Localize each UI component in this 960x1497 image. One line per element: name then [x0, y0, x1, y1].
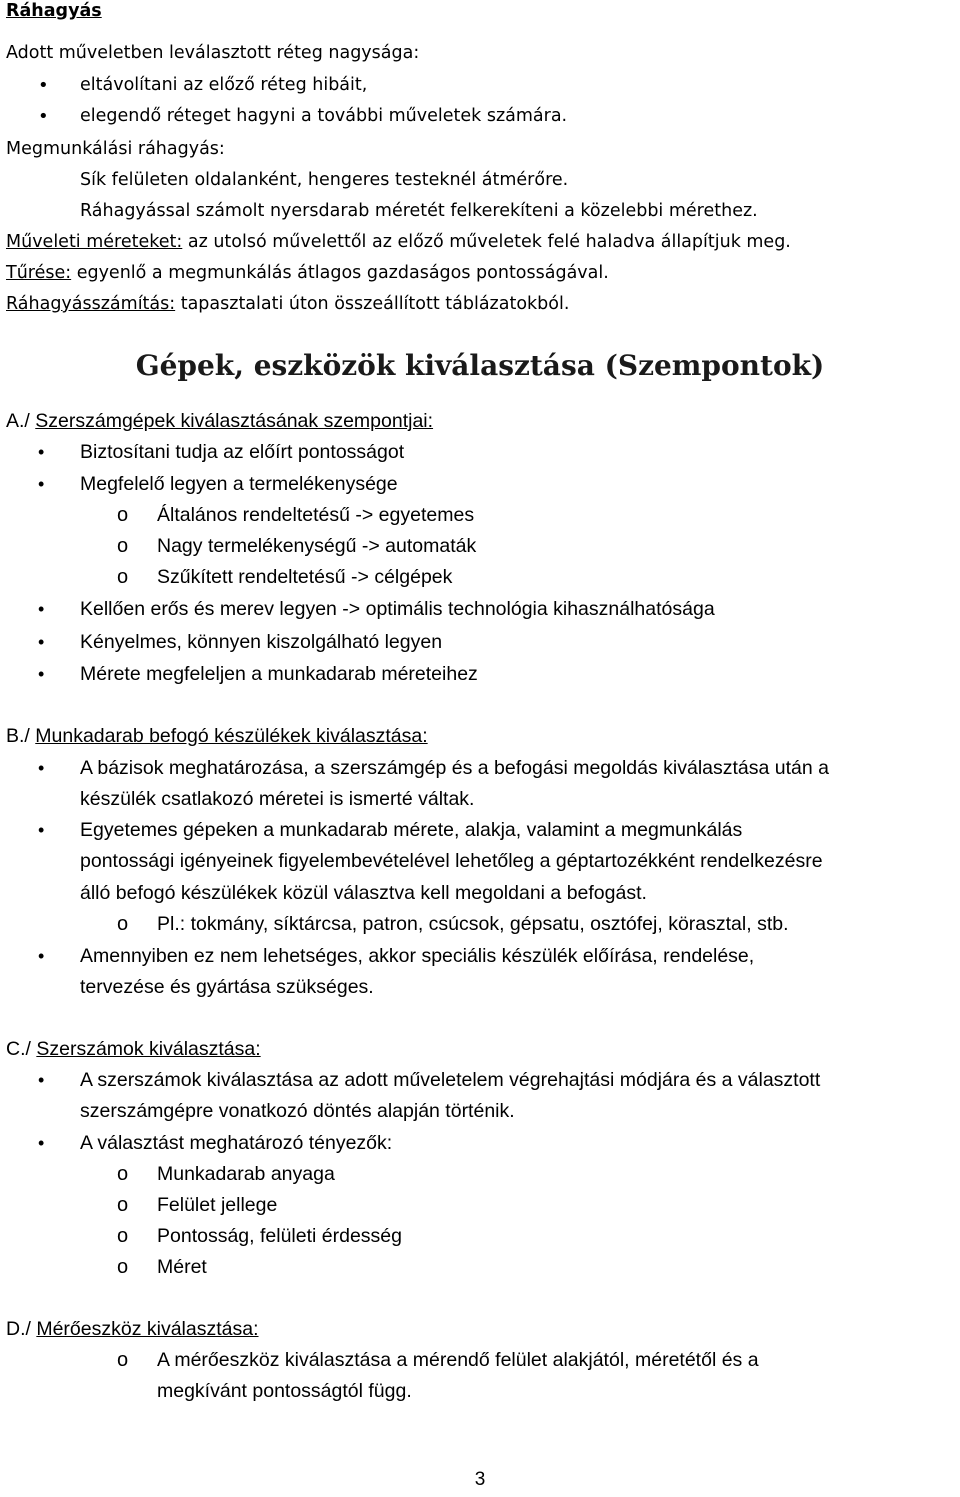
sub-list-item-text: Felület jellege — [157, 1194, 278, 1216]
tolerance-text: egyenlő a megmunkálás átlagos gazdaságos pontosságával. — [71, 263, 609, 283]
list-item-text: eltávolítani az előző réteg hibáit, — [80, 75, 368, 95]
list-item — [0, 815, 960, 846]
machining-line: Ráhagyással számolt nyersdarab méretét felkerekíteni a közelebbi mérethez. — [80, 201, 758, 221]
list-item — [0, 469, 960, 500]
sub-list-item-text: Általános rendeltetésű -> egyetemes — [157, 504, 475, 526]
list-item — [0, 1065, 960, 1096]
section-b-prefix: B./ — [6, 725, 36, 747]
circle-bullet-icon: o — [117, 566, 129, 588]
list-item — [0, 101, 960, 132]
list-item — [0, 753, 960, 784]
circle-bullet-icon: o — [117, 1349, 129, 1371]
list-item — [0, 659, 960, 690]
bullet-icon: • — [38, 599, 45, 619]
circle-bullet-icon: o — [117, 1163, 129, 1185]
calc-line — [6, 289, 960, 320]
section-d-heading — [6, 1314, 960, 1345]
circle-bullet-icon: o — [117, 535, 129, 557]
list-item-text: Egyetemes gépeken a munkadarab mérete, alakja, valamint a megmunkálás — [80, 819, 743, 841]
sub-list-item — [0, 909, 960, 940]
list-item-text: Mérete megfeleljen a munkadarab méreteihez — [80, 663, 478, 685]
section-d-label: Mérőeszköz kiválasztása: — [36, 1318, 259, 1340]
bullet-icon: • — [38, 632, 45, 652]
tolerance-line — [6, 258, 960, 289]
ops-line — [6, 227, 960, 258]
sub-list-item — [0, 1221, 960, 1252]
section-heading: Ráhagyás — [6, 1, 102, 21]
sub-list-item-continuation: megkívánt pontosságtól függ. — [157, 1380, 412, 1402]
sub-list-item — [0, 562, 960, 593]
machining-line: Sík felületen oldalanként, hengeres testeknél átmérőre. — [80, 170, 569, 190]
list-item-text: elegendő réteget hagyni a további műveletek számára. — [80, 106, 568, 126]
circle-bullet-icon: o — [117, 504, 129, 526]
sub-list-item — [0, 1345, 960, 1376]
section-b-heading — [6, 721, 960, 752]
list-item-text: A bázisok meghatározása, a szerszámgép és a befogási megoldás kiválasztása után a — [80, 757, 830, 779]
sub-list-item-text: Munkadarab anyaga — [157, 1163, 335, 1185]
list-item — [0, 594, 960, 625]
sub-list-item-text: Pontosság, felületi érdesség — [157, 1225, 402, 1247]
page-number: 3 — [474, 1469, 486, 1490]
list-item-text: A választást meghatározó tényezők: — [80, 1132, 393, 1154]
sub-list-item-text: Szűkített rendeltetésű -> célgépek — [157, 566, 453, 588]
list-item-text: A szerszámok kiválasztása az adott műveletelem végrehajtási módjára és a választott — [80, 1069, 821, 1091]
list-item — [0, 70, 960, 101]
sub-list-item — [0, 1159, 960, 1190]
section-c-label: Szerszámok kiválasztása: — [36, 1038, 261, 1060]
circle-bullet-icon: o — [117, 1194, 129, 1216]
machining-label: Megmunkálási ráhagyás: — [6, 139, 225, 159]
bullet-icon: • — [38, 75, 49, 96]
list-item-text: Biztosítani tudja az előírt pontosságot — [80, 441, 405, 463]
calc-text: tapasztalati úton összeállított táblázatokból. — [175, 294, 570, 314]
bullet-icon: • — [38, 946, 45, 966]
tolerance-label: Tűrése: — [6, 263, 72, 283]
sub-list-item — [0, 531, 960, 562]
section-d-prefix: D./ — [6, 1318, 37, 1340]
bullet-icon: • — [38, 442, 45, 462]
section-a-prefix: A./ — [6, 410, 36, 432]
section-a-heading — [6, 406, 960, 437]
sub-list-item — [0, 500, 960, 531]
sub-list-item-text: Méret — [157, 1256, 207, 1278]
ops-text: az utolsó művelettől az előző műveletek felé haladva állapítjuk meg. — [182, 232, 791, 252]
bullet-icon: • — [38, 820, 45, 840]
list-item-continuation: álló befogó készülékek közül választva kell megoldani a befogást. — [80, 882, 647, 904]
bullet-icon: • — [38, 106, 49, 127]
section-c-heading — [6, 1034, 960, 1065]
bullet-icon: • — [38, 758, 45, 778]
circle-bullet-icon: o — [117, 913, 129, 935]
bullet-icon: • — [38, 474, 45, 494]
list-item — [0, 1128, 960, 1159]
sub-list-item — [0, 1252, 960, 1283]
list-item-text: Amennyiben ez nem lehetséges, akkor speciális készülék előírása, rendelése, — [80, 945, 755, 967]
circle-bullet-icon: o — [117, 1256, 129, 1278]
list-item — [0, 437, 960, 468]
list-item-text: Kényelmes, könnyen kiszolgálható legyen — [80, 631, 443, 653]
ops-label: Műveleti méreteket: — [6, 232, 183, 252]
page-title: Gépek, eszközök kiválasztása (Szempontok) — [135, 349, 825, 382]
list-item-text: Megfelelő legyen a termelékenysége — [80, 473, 398, 495]
section-b-label: Munkadarab befogó készülékek kiválasztása: — [35, 725, 428, 747]
list-item-text: Kellően erős és merev legyen -> optimális technológia kihasználhatósága — [80, 598, 715, 620]
list-item — [0, 627, 960, 658]
circle-bullet-icon: o — [117, 1225, 129, 1247]
bullet-icon: • — [38, 1070, 45, 1090]
list-item-continuation: pontossági igényeinek figyelembevételével lehetőleg a géptartozékként rendelkezésre — [80, 850, 823, 872]
bullet-icon: • — [38, 1133, 45, 1153]
list-item — [0, 941, 960, 972]
list-item-continuation: szerszámgépre vonatkozó döntés alapján történik. — [80, 1100, 515, 1122]
sub-list-item-text: Nagy termelékenységű -> automaták — [157, 535, 477, 557]
list-item-continuation: készülék csatlakozó méretei is ismerté váltak. — [80, 788, 475, 810]
section-c-prefix: C./ — [6, 1038, 37, 1060]
section-a-label: Szerszámgépek kiválasztásának szempontjai: — [35, 410, 434, 432]
bullet-icon: • — [38, 664, 45, 684]
calc-label: Ráhagyásszámítás: — [6, 294, 176, 314]
sub-list-item — [0, 1190, 960, 1221]
sub-list-item-text: A mérőeszköz kiválasztása a mérendő felület alakjától, méretétől és a — [157, 1349, 759, 1371]
list-item-continuation: tervezése és gyártása szükséges. — [80, 976, 374, 998]
layer-label: Adott műveletben leválasztott réteg nagysága: — [6, 43, 420, 63]
sub-list-item-text: Pl.: tokmány, síktárcsa, patron, csúcsok, gépsatu, osztófej, körasztal, stb. — [157, 913, 789, 935]
